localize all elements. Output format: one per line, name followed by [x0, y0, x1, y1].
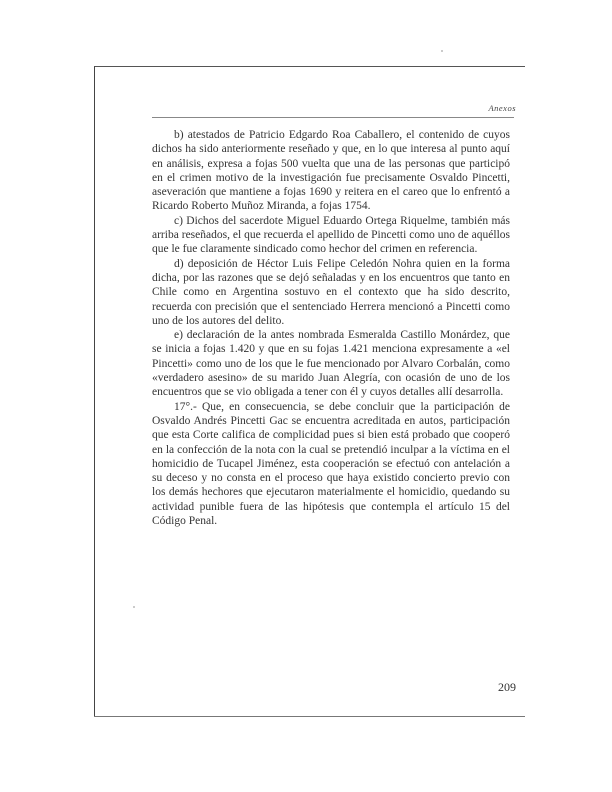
paragraph-c: c) Dichos del sacerdote Miguel Eduardo Ortega Riquelme, también más arriba reseñados, el que recuerda el apellido de Pincetti como uno de aquéllos que le fue claramente sindicado como hechor del crimen en referencia. — [152, 214, 510, 256]
paragraph-17: 17°.- Que, en consecuencia, se debe concluir que la participación de Osvaldo Andrés Pincetti Gac se encuentra acreditada en autos, participación que esta Corte califica de complicidad pues si bien está probado que cooperó en la confección de la nota con la cual se pretendió inculpar a la víctima en el homicidio de Tucapel Jiménez, esta cooperación se efectuó con antelación a su deceso y no consta en el proceso que haya existido concierto previo con los demás hechores que ejecutaron materialmente el homicidio, quedando su actividad punible fuera de las hipótesis que contempla el artículo 15 del Código Penal. — [152, 400, 510, 528]
header-rule — [152, 117, 514, 118]
paragraph-e: e) declaración de la antes nombrada Esmeralda Castillo Monárdez, que se inicia a fojas 1.420 y que en su fojas 1.421 menciona expresamente a «el Pincetti» como uno de los que le fue mencionado por Alvaro Corbalán, como «verdadero asesino» de su marido Juan Alegría, con ocasión de uno de los encuentros que se vio obligada a tener con él y cuyos detalles allí desarrolla. — [152, 329, 510, 399]
running-head: Anexos — [488, 103, 516, 113]
scan-speck — [133, 606, 135, 608]
body-text — [152, 128, 510, 528]
paragraph-b: b) atestados de Patricio Edgardo Roa Caballero, el contenido de cuyos dichos ha sido anteriormente reseñado y que, en lo que interesa al punto aquí en análisis, expresa a fojas 500 vuelta que una de las personas que participó en el crimen motivo de la investigación fue precisamente Osvaldo Pincetti, aseveración que mantiene a fojas 1690 y reitera en el careo que lo enfrentó a Ricardo Roberto Muñoz Miranda, a fojas 1754. — [152, 129, 510, 213]
scan-speck — [441, 50, 443, 52]
paragraph-d: d) deposición de Héctor Luis Felipe Celedón Nohra quien en la forma dicha, por las razones que se dejó señaladas y en los encuentros que tanto en Chile como en Argentina sostuvo en el contexto que ha sido descrito, recuerda con precisión que el sentenciado Herrera mencionó a Pincetti como uno de los autores del delito. — [152, 257, 510, 327]
page-number: 209 — [498, 680, 516, 694]
